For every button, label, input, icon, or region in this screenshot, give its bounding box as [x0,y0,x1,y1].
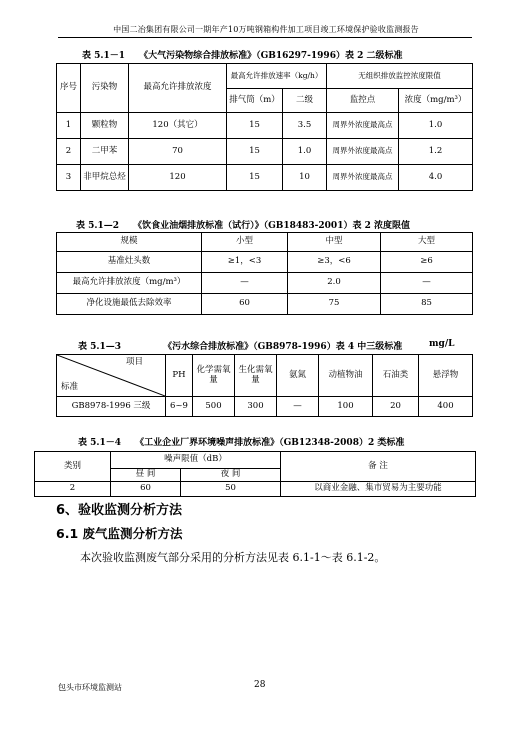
t2-cell: ≥3，<6 [288,252,381,273]
t3-cell: — [277,397,319,417]
report-header: 中国二冶集团有限公司一期年产10万吨钢箱构件加工项目竣工环境保护验收监测报告 [113,25,419,34]
table2-title: 《饮食业油烟排放标准（试行）》（GB18483-2001）表 2 浓度限值 [133,221,410,231]
header-rule [58,37,472,38]
t1-cell: 15 [227,165,283,191]
t3-cell: 500 [193,397,235,417]
table2-label: 表 5.1—2 [76,221,120,231]
t4-header-night: 夜 间 [181,469,281,482]
t1-cell: 3 [57,165,81,191]
t3-row-label: GB8978-1996 三级 [57,397,166,417]
t2-header-medium: 中型 [288,233,381,252]
t4-header-category: 类别 [35,452,111,482]
t2-cell: ≥1，<3 [202,252,288,273]
t3-header-ss: 悬浮物 [419,355,473,397]
t1-cell: 颗粒物 [81,113,129,139]
section-heading-6: 6、验收监测分析方法 [56,503,183,518]
t1-cell: 1.0 [399,113,473,139]
t2-cell: ≥6 [381,252,473,273]
table3-unit: mg/L [429,339,455,349]
t1-cell: 2 [57,139,81,165]
t1-cell: 非甲烷总烃 [81,165,129,191]
table4-caption [78,435,404,448]
t1-header-rate: 最高允许排放速率（kg/h） [227,64,327,89]
t3-cell: 300 [235,397,277,417]
t1-cell: 二甲苯 [81,139,129,165]
t1-header-point: 监控点 [327,89,399,113]
t3-cell: 6~9 [166,397,193,417]
t1-cell: 70 [129,139,227,165]
t4-cell: 60 [111,482,181,497]
t1-header-pollutant: 污染物 [81,64,129,113]
t2-cell: 净化设施最低去除效率 [57,294,202,315]
t2-cell: 基准灶头数 [57,252,202,273]
t2-cell: 75 [288,294,381,315]
t3-header-oil: 动植物油 [319,355,373,397]
t4-header-noise-limit: 噪声限值（dB） [111,452,281,469]
t3-cell: 100 [319,397,373,417]
table-row [57,165,473,191]
t2-cell: 最高允许排放浓度（mg/m³） [57,273,202,294]
footer-organization: 包头市环境监测站 [58,683,122,692]
table-row [57,252,473,273]
t1-header-level2: 二级 [283,89,327,113]
t1-cell: 4.0 [399,165,473,191]
t1-cell: 1.0 [283,139,327,165]
t3-diag-standard: 标准 [61,382,79,393]
t3-diag-item: 项目 [125,357,143,367]
t3-cell: 20 [373,397,419,417]
table-row [57,294,473,315]
table2-cooking-fume [56,232,473,315]
t2-header-small: 小型 [202,233,288,252]
table1-label: 表 5.1－1 [82,51,126,61]
t1-cell: 1 [57,113,81,139]
t4-cell: 2 [35,482,111,497]
t1-header-stack: 排气筒（m） [227,89,283,113]
t1-header-maxconc: 最高允许排放浓度 [129,64,227,113]
t2-cell: — [202,273,288,294]
t3-diagonal-header [57,355,166,397]
table4-title: 《工业企业厂界环境噪声排放标准》（GB12348-2008）2 类标准 [135,438,405,448]
table2-caption [76,218,410,231]
body-paragraph: 本次验收监测废气部分采用的分析方法见表 6.1-1～表 6.1-2。 [80,551,386,564]
section-heading-6-1: 6.1 废气监测分析方法 [56,526,183,541]
table3-label: 表 5.1—3 [78,342,122,352]
table3-wastewater [56,354,473,417]
table4-noise [34,451,476,497]
t3-header-nh3n: 氨氮 [277,355,319,397]
t1-cell: 周界外浓度最高点 [327,113,399,139]
t1-header-no: 序号 [57,64,81,113]
t2-cell: 85 [381,294,473,315]
t2-header-scale: 规模 [57,233,202,252]
t2-cell: 60 [202,294,288,315]
table-row [57,273,473,294]
t3-header-ph: PH [166,355,193,397]
table-row [57,113,473,139]
t4-cell: 50 [181,482,281,497]
t1-cell: 15 [227,113,283,139]
t3-header-bod: 生化需氧量 [235,355,277,397]
t1-cell: 3.5 [283,113,327,139]
t4-header-remark: 备 注 [281,452,476,482]
t1-cell: 周界外浓度最高点 [327,165,399,191]
t3-cell: 400 [419,397,473,417]
table1-air-emission [56,63,473,191]
t1-header-conc: 浓度（mg/m³） [399,89,473,113]
t2-cell: — [381,273,473,294]
page-number: 28 [254,680,266,690]
t1-cell: 15 [227,139,283,165]
t1-cell: 周界外浓度最高点 [327,139,399,165]
t1-cell: 120（其它） [129,113,227,139]
t1-header-fugitive: 无组织排放监控浓度限值 [327,64,473,89]
table4-label: 表 5.1－4 [78,438,122,448]
t1-cell: 120 [129,165,227,191]
t4-header-day: 昼 间 [111,469,181,482]
table3-caption [78,339,402,352]
t1-cell: 1.2 [399,139,473,165]
table-row [57,139,473,165]
t2-cell: 2.0 [288,273,381,294]
table3-title: 《污水综合排放标准》（GB8978-1996）表 4 中三级标准 [163,342,403,352]
t3-header-petroleum: 石油类 [373,355,419,397]
t3-header-cod: 化学需氧量 [193,355,235,397]
t2-header-large: 大型 [381,233,473,252]
table1-title: 《大气污染物综合排放标准》（GB16297-1996）表 2 二级标准 [139,51,403,61]
t4-cell: 以商业金融、集市贸易为主要功能 [281,482,476,497]
t1-cell: 10 [283,165,327,191]
table-row [57,397,473,417]
table-row [35,482,476,497]
table1-caption [82,48,402,61]
